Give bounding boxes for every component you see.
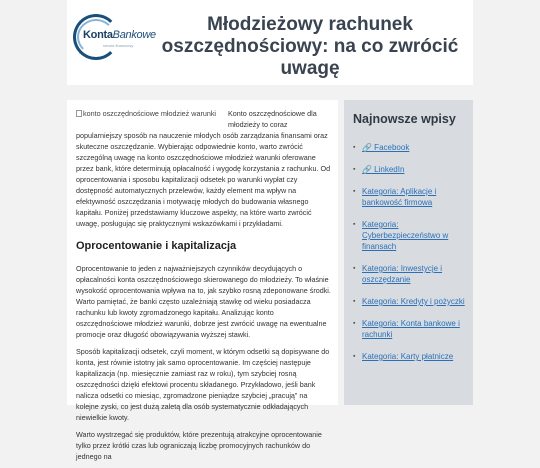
sidebar-link-category-cards[interactable]	[352, 351, 468, 362]
article-image-alt: konto oszczędnościowe młodzież warunki	[83, 109, 217, 118]
sidebar-link-label[interactable]: Kategoria: Konta bankowe i rachunki	[362, 319, 460, 339]
site-header	[67, 0, 473, 85]
sidebar-link-facebook[interactable]	[352, 142, 468, 153]
page	[67, 0, 473, 461]
sidebar-link-category-apps[interactable]	[352, 186, 468, 208]
main-content	[67, 100, 338, 461]
sidebar-link-category-loans[interactable]	[352, 296, 468, 307]
sidebar-link-category-accounts[interactable]	[352, 318, 468, 340]
sidebar-link-label[interactable]: Kategoria: Cyberbezpieczeństwo w finansach	[362, 220, 449, 251]
article-paragraph: Oprocentowanie to jeden z najważniejszych czynników decydujących o opłacalności konta oszczędnościowego skierowanego do młodzieży. To właśnie wysokość oprocentowania wpływa na to, jak szybko rosną zdeponowane środki. Warto pamiętać, że banki często uzależniają stawkę od wieku posiadacza rachunku lub kwoty zgromadzonego kapitału. Analizując konto oszczędnościowe młodzież warunki, dobrze jest zwrócić uwagę na ewentualne promocje oraz długość obowiązywania wyższej stawki.	[76, 264, 331, 339]
sidebar-link-linkedin[interactable]	[352, 164, 468, 175]
sidebar-link-category-investments[interactable]	[352, 263, 468, 285]
article-image	[76, 108, 224, 122]
sidebar-link-category-cybersecurity[interactable]	[352, 219, 468, 252]
article-paragraph: Sposób kapitalizacji odsetek, czyli moment, w którym odsetki są dopisywane do konta, jest równie istotny jak samo oprocentowanie. Im częściej następuje kapitalizacja (np. miesięcznie zamiast raz w roku), tym szybciej rosną oszczędności dzięki efektowi procentu składanego. Przykładowo, jeśli bank nalicza odsetki co miesiąc, zgromadzone pieniądze szybciej „pracują” na kolejne zyski, co jest dużą zaletą dla osób systematycznie odkładających niewielkie kwoty.	[76, 347, 330, 422]
sidebar-link-label[interactable]: Kategoria: Inwestycje i oszczędzanie	[362, 264, 443, 284]
recent-posts-list	[352, 142, 468, 373]
sidebar-heading: Najnowsze wpisy	[353, 112, 456, 126]
site-logo[interactable]	[73, 14, 156, 60]
article-intro: Konto oszczędnościowe dla młodzieży to coraz popularniejszy sposób na nauczenie młodych osób zarządzania finansami oraz skuteczne oszczędzanie. Wybierając odpowiednie konto, warto zwrócić szczególną uwagę na konto oszczędnościowe młodzież warunki oferowane przez bank, które determinują opłacalność i wygodę korzystania z rachunku. Od oprocentowania i sposobu kapitalizacji odsetek po warunki wypłat czy dostępność automatycznych przelewów, każdy element ma wpływ na efektywność oszczędzania i motywację młodych do budowania własnego kapitału. Poniżej przedstawiamy kluczowe aspekty, na które warto zwrócić uwagę, posługując się praktycznymi wskazówkami i przykładami.	[76, 109, 331, 228]
broken-image-icon	[76, 110, 82, 117]
logo-brand-italic: Bankowe	[112, 29, 156, 41]
sidebar-link-label[interactable]: Kategoria: Kredyty i pożyczki	[362, 297, 465, 306]
article-paragraph: Warto wystrzegać się produktów, które prezentują atrakcyjne oprocentowanie tylko przez krótki czas lub ograniczają liczbę promocyjnych rachunków do jednego na	[76, 430, 322, 461]
logo-tagline: serwis finansowy	[103, 43, 134, 48]
section-heading: Oprocentowanie i kapitalizacja	[76, 240, 237, 252]
sidebar-link-label[interactable]: Kategoria: Aplikacje i bankowość firmowa	[362, 187, 437, 207]
logo-text	[83, 29, 156, 41]
sidebar-link-label[interactable]: Kategoria: Karty płatnicze	[362, 352, 454, 361]
sidebar	[344, 100, 473, 405]
article-body	[76, 108, 332, 468]
page-title: Młodzieżowy rachunek oszczędnościowy: na co zwrócić uwagę	[161, 14, 459, 79]
sidebar-link-label[interactable]: 🔗 LinkedIn	[362, 165, 405, 174]
logo-brand-bold: Konta	[83, 29, 113, 41]
sidebar-link-label[interactable]: 🔗 Facebook	[362, 143, 410, 152]
